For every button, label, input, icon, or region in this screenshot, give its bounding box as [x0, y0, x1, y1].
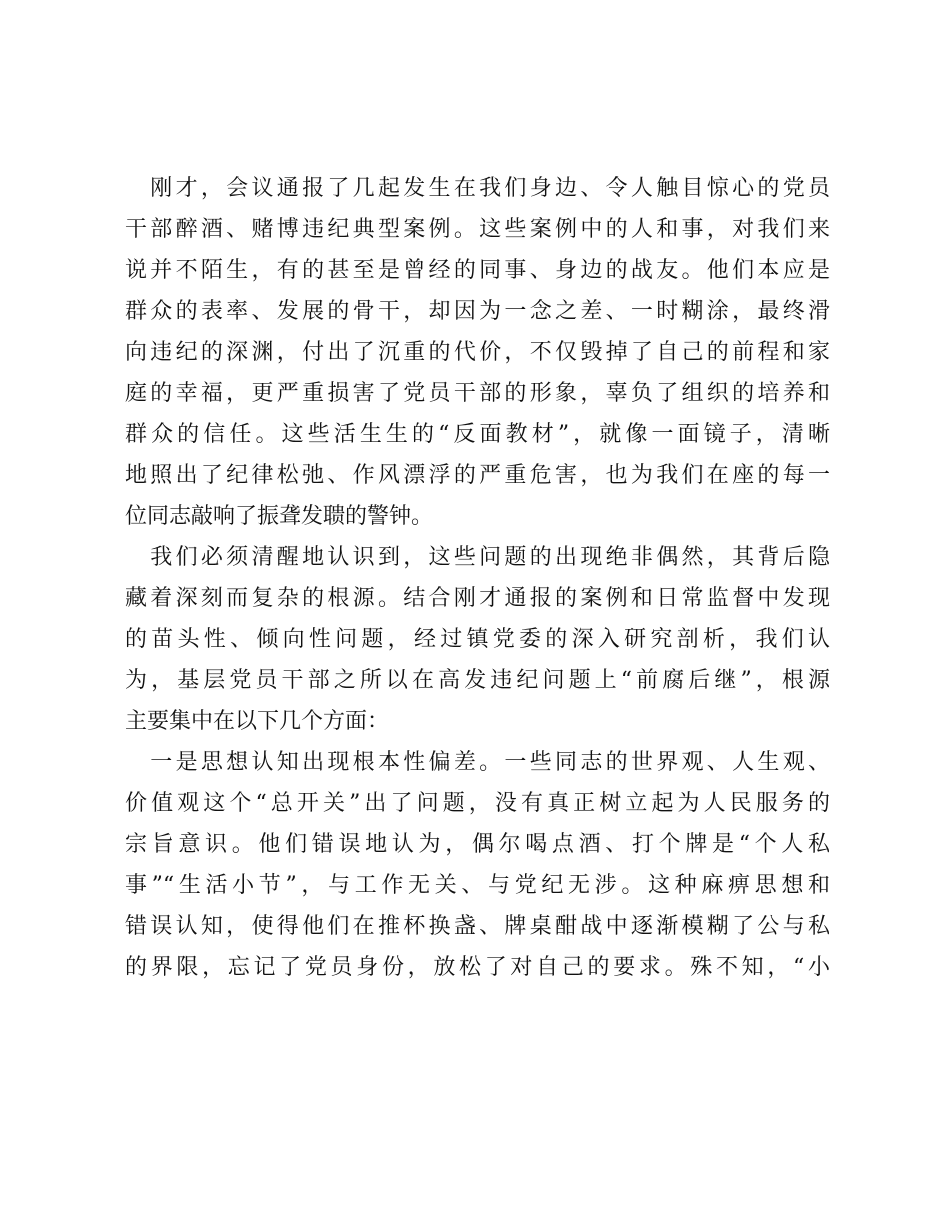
text-line: 刚才，会议通报了几起发生在我们身边、令人触目惊心的党员 [125, 176, 830, 201]
text-line: 为，基层党员干部之所以在高发违纪问题上“前腐后继”，根源 [125, 668, 830, 693]
text-line: 价值观这个“总开关”出了问题，没有真正树立起为人民服务的 [125, 791, 830, 816]
text-line: 位同志敲响了振聋发聩的警钟。 [125, 504, 434, 529]
text-line: 群众的表率、发展的骨干，却因为一念之差、一时糊涂，最终滑 [125, 299, 830, 324]
text-line: 事”“生活小节”，与工作无关、与党纪无涉。这种麻痹思想和 [125, 873, 830, 898]
text-line: 群众的信任。这些活生生的“反面教材”，就像一面镜子，清晰 [125, 422, 830, 447]
text-line: 干部醉酒、赌博违纪典型案例。这些案例中的人和事，对我们来 [125, 217, 830, 242]
text-line: 地照出了纪律松弛、作风漂浮的严重危害，也为我们在座的每一 [125, 463, 830, 488]
text-line: 向违纪的深渊，付出了沉重的代价，不仅毁掉了自己的前程和家 [125, 340, 830, 365]
text-line: 的苗头性、倾向性问题，经过镇党委的深入研究剖析，我们认 [125, 627, 830, 652]
text-line: 说并不陌生，有的甚至是曾经的同事、身边的战友。他们本应是 [125, 258, 830, 283]
text-line: 庭的幸福，更严重损害了党员干部的形象，辜负了组织的培养和 [125, 381, 830, 406]
text-line: 宗旨意识。他们错误地认为，偶尔喝点酒、打个牌是“个人私 [125, 832, 830, 857]
body-text [125, 168, 830, 988]
text-line: 一是思想认知出现根本性偏差。一些同志的世界观、人生观、 [125, 750, 830, 775]
text-line: 主要集中在以下几个方面： [125, 709, 390, 734]
text-line: 藏着深刻而复杂的根源。结合刚才通报的案例和日常监督中发现 [125, 586, 830, 611]
text-line: 错误认知，使得他们在推杯换盏、牌桌酣战中逐渐模糊了公与私 [125, 914, 830, 939]
text-line: 我们必须清醒地认识到，这些问题的出现绝非偶然，其背后隐 [125, 545, 830, 570]
text-line: 的界限，忘记了党员身份，放松了对自己的要求。殊不知，“小 [125, 955, 830, 980]
